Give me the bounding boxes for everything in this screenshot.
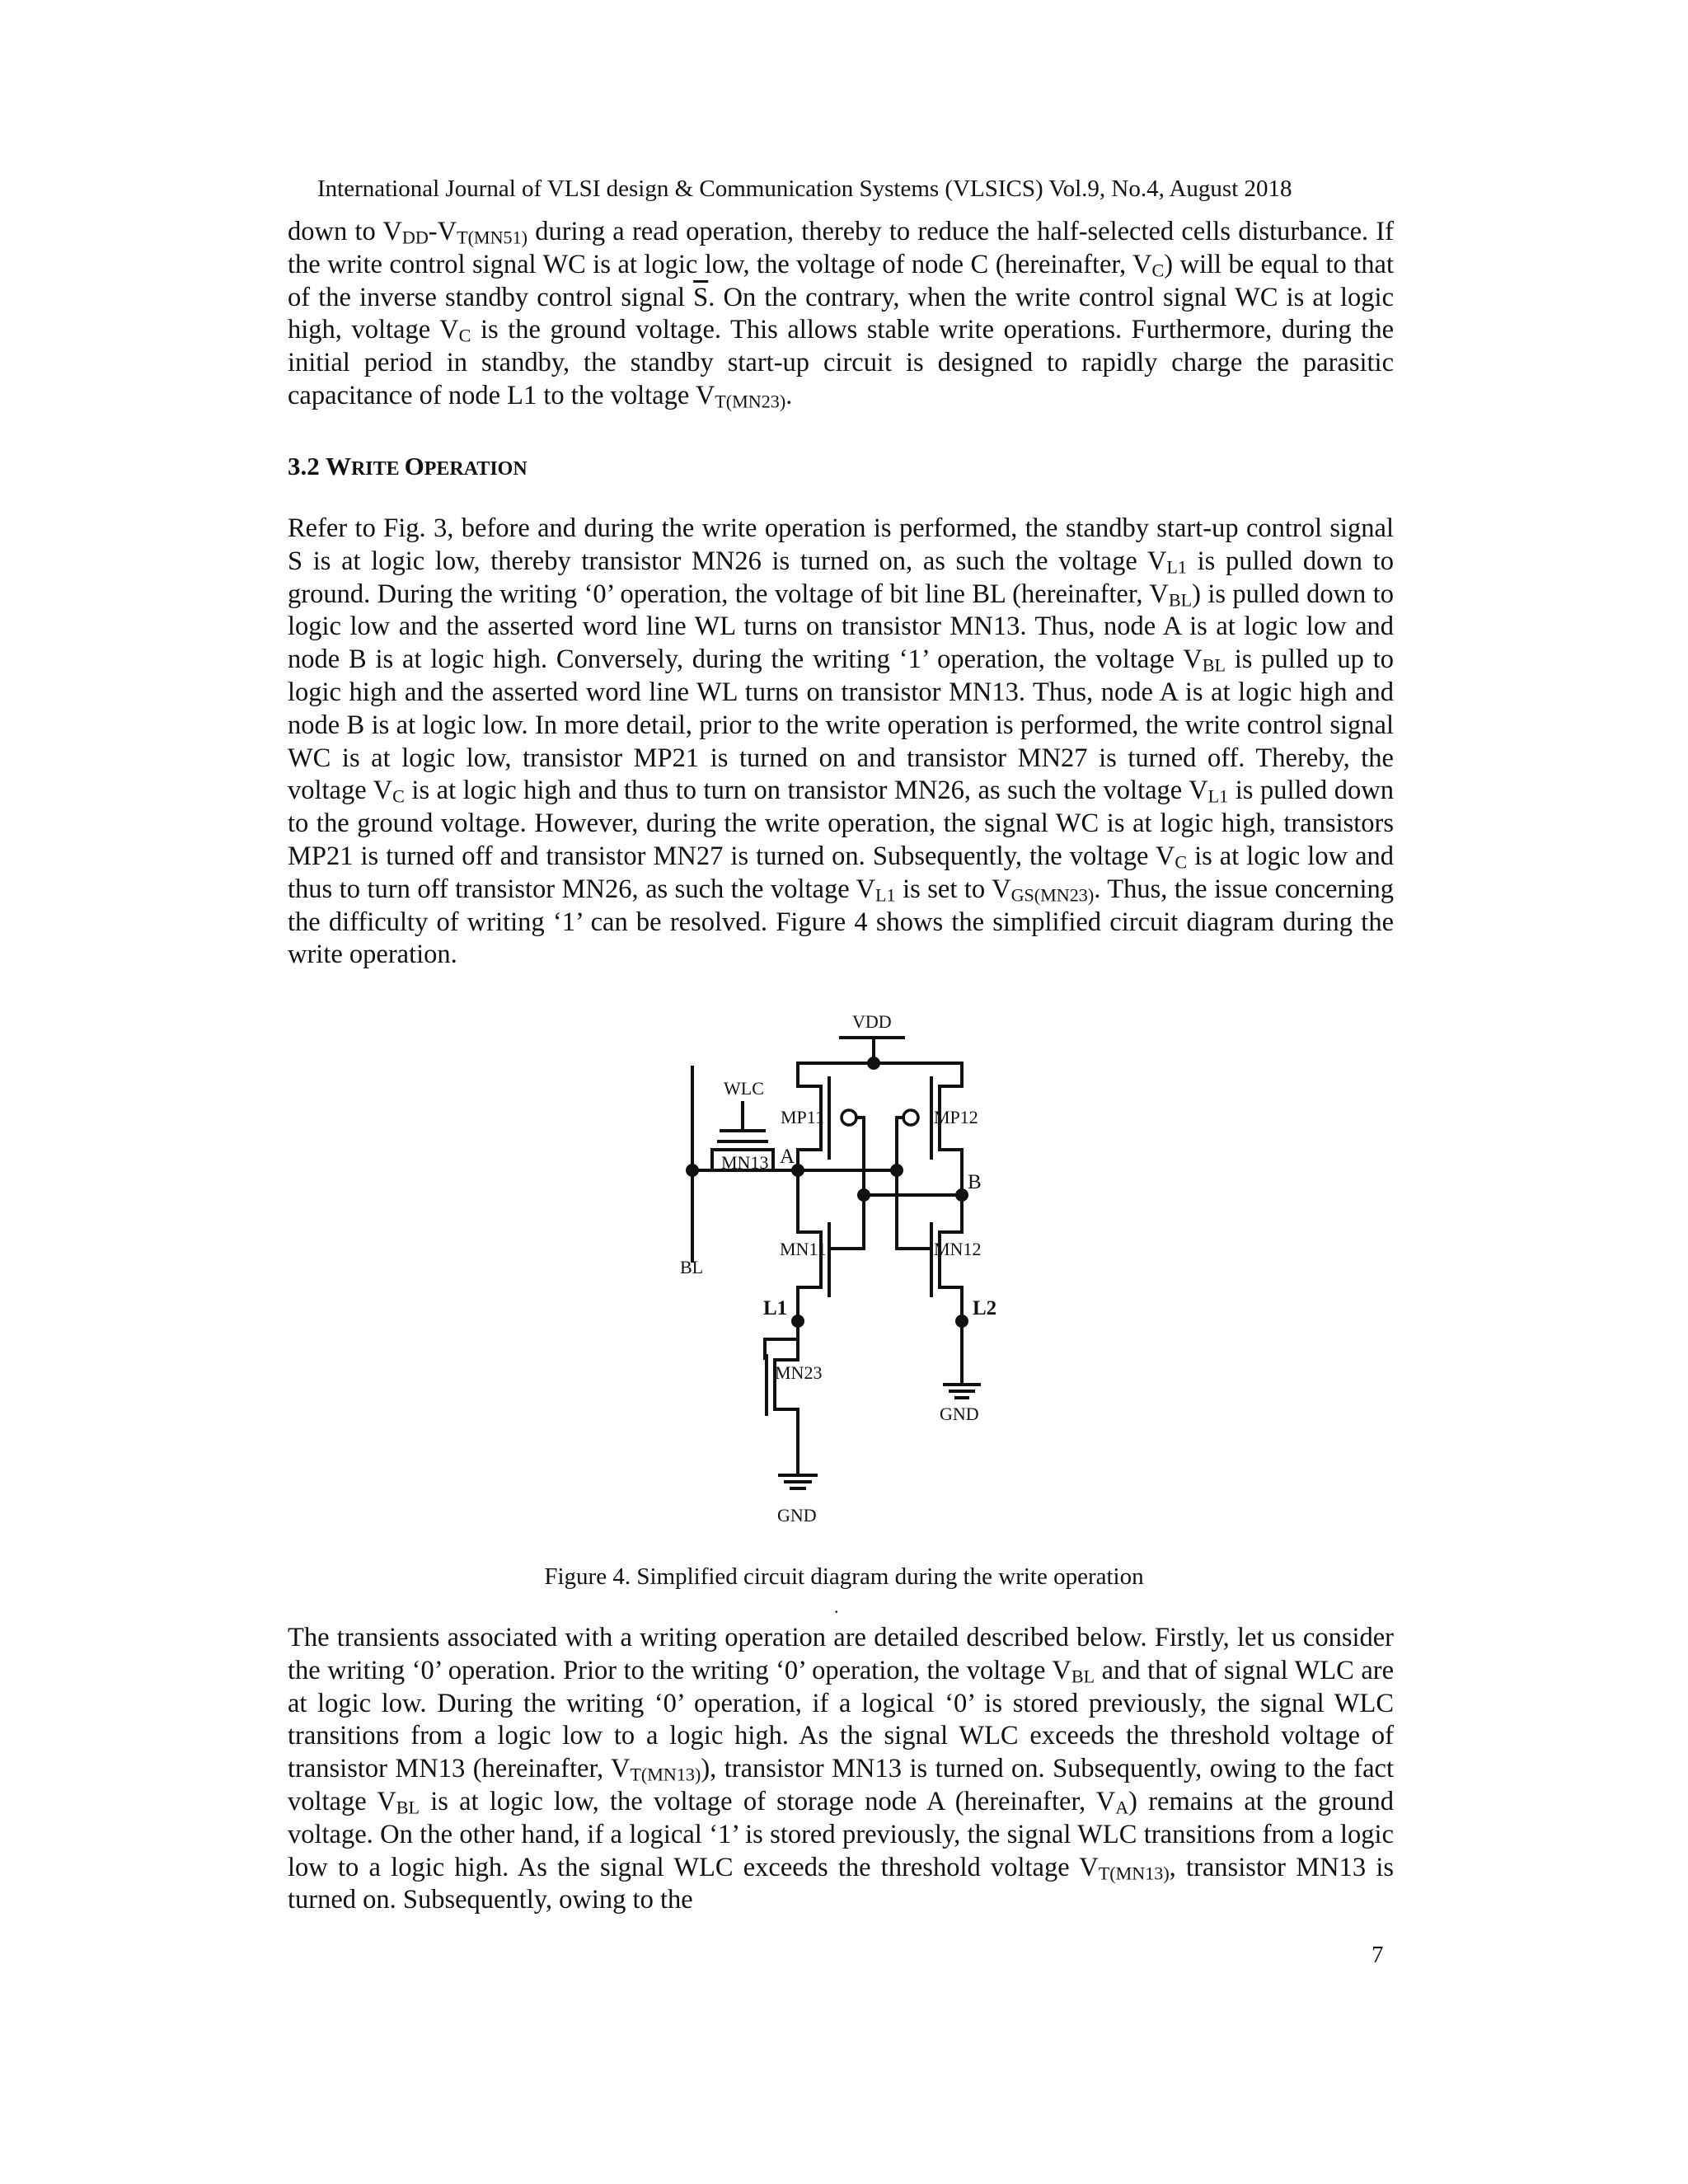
bl-label: BL (680, 1257, 704, 1277)
gnd-left-label: GND (777, 1505, 817, 1526)
node-b-label: B (968, 1171, 982, 1193)
node-a-label: A (780, 1146, 795, 1168)
mp11-label: MP11 (781, 1107, 824, 1127)
gnd-right-label: GND (940, 1404, 979, 1424)
figure-caption: Figure 4. Simplified circuit diagram during the write operation (544, 1563, 1144, 1590)
vdd-label: VDD (852, 1011, 892, 1032)
separator-dot: . (834, 1596, 839, 1617)
mp12-label: MP12 (934, 1107, 978, 1127)
section-heading: 3.2 WRITE OPERATION (288, 452, 528, 480)
mn12-label: MN12 (934, 1239, 982, 1259)
paragraph-write-operation: Refer to Fig. 3, before and during the write operation is performed, the standby start-up control signal S is at logic low, thereby transistor MN26 is turned on, as such the voltage $V_{L1}$ is pulled down to ground. During the writing ‘0’ operation, the voltage of bit line BL (hereinafter, $V_{BL}$) is pulled down to logic low and the asserted word line WL turns on transistor MN13. Thus, node A is at logic low and node B is at logic high. Conversely, during the writing ‘1’ operation, the voltage $V_{BL}$ is pulled up to logic high and the asserted word line WL turns on transistor MN13. Thus, node A is at logic high and node B is at logic low. In more detail, prior to the write operation is performed, the write control signal WC is at logic low, transistor MP21 is turned on and transistor MN27 is turned off. Thereby, the voltage $V_C$ is at logic high and thus to turn on transistor MN26, as such the voltage $V_{L1}$ is pulled down to the ground voltage. However, during the write operation, the signal WC is at logic high, transistors MP21 is turned off and transistor MN27 is turned on. Subsequently, the voltage $V_C$ is at logic low and thus to turn off transistor MN26, as such the voltage $V_{L1}$ is set to $V_{GS(MN23)}$. Thus, the issue concerning the difficulty of writing ‘1’ can be resolved. Figure 4 shows the simplified circuit diagram during the write operation. (288, 513, 1395, 970)
l1-label: L1 (763, 1297, 788, 1319)
mn23-label: MN23 (775, 1362, 823, 1383)
l2-label: L2 (973, 1297, 997, 1319)
paragraph-intro: down to $V_{DD}-V_{T(MN51)}$ during a read operation, thereby to reduce the half-selected cells disturbance. If the write control signal WC is at logic low, the voltage of node C (hereinafter, $V_C$) will be equal to that of the inverse standby control signal $\overline{S}$. On the contrary, when the write control signal WC is at logic high, voltage $V_C$ is the ground voltage. This allows stable write operations. Furthermore, during the initial period in standby, the standby start-up circuit is designed to rapidly charge the parasitic capacitance of node L1 to the voltage $V_{T(MN23)}$. (288, 217, 1395, 412)
mn13-label: MN13 (721, 1152, 769, 1173)
mn11-label: MN11 (780, 1239, 827, 1259)
page-number: 7 (1372, 1942, 1384, 1968)
journal-header: International Journal of VLSI design & Communication Systems (VLSICS) Vol.9, No.4, August 2018 (317, 176, 1292, 202)
paragraph-transients: The transients associated with a writing operation are detailed described below. Firstly, let us consider the writing ‘0’ operation. Prior to the writing ‘0’ operation, the voltage $V_{BL}$ and that of signal WLC are at logic low. During the writing ‘0’ operation, if a logical ‘0’ is stored previously, the signal WLC transitions from a logic low to a logic high. As the signal WLC exceeds the threshold voltage of transistor MN13 (hereinafter, $V_{T(MN13)}$), transistor MN13 is turned on. Subsequently, owing to the fact voltage $V_{BL}$ is at logic low, the voltage of storage node A (hereinafter, $V_A$) remains at the ground voltage. On the other hand, if a logical ‘1’ is stored previously, the signal WLC transitions from a logic low to a logic high. As the signal WLC exceeds the threshold voltage $V_{T(MN13)}$, transistor MN13 is turned on. Subsequently, owing to the (288, 1623, 1395, 1915)
circuit-diagram (668, 1010, 1030, 1537)
wlc-label: WLC (724, 1078, 764, 1099)
